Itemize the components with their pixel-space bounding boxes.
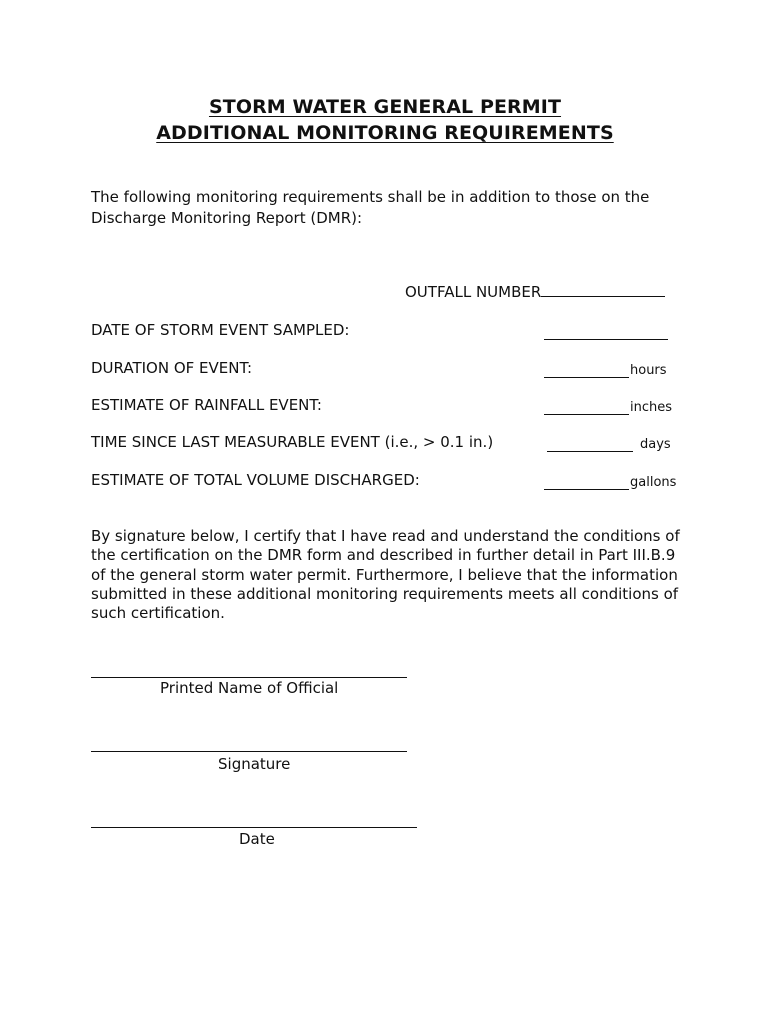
- date-line[interactable]: [91, 827, 417, 828]
- field-input-rainfall[interactable]: [544, 398, 629, 415]
- field-label-time-since-last: TIME SINCE LAST MEASURABLE EVENT (i.e., > 0.1 in.): [91, 433, 494, 451]
- field-label-total-volume: ESTIMATE OF TOTAL VOLUME DISCHARGED:: [91, 471, 420, 489]
- field-input-total-volume[interactable]: [544, 473, 629, 490]
- field-input-duration[interactable]: [544, 361, 629, 378]
- field-unit-days: days: [640, 437, 671, 452]
- field-row-total-volume: [91, 471, 691, 493]
- document-title-line-2: ADDITIONAL MONITORING REQUIREMENTS: [156, 122, 614, 144]
- field-input-time-since-last[interactable]: [547, 435, 633, 452]
- field-unit-gallons: gallons: [630, 475, 677, 490]
- certification-paragraph: By signature below, I certify that I have read and understand the conditions of the certification on the DMR form and described in further detail in Part III.B.9 of the general storm water permit. Furthermore, I believe that the information submitted in these additional monitoring requirements meets all conditions of such certification.: [91, 527, 680, 623]
- printed-name-label: Printed Name of Official: [160, 679, 339, 697]
- field-label-duration: DURATION OF EVENT:: [91, 359, 253, 377]
- outfall-number-row: [405, 282, 665, 301]
- field-unit-inches: inches: [630, 400, 673, 415]
- date-label: Date: [239, 830, 275, 848]
- outfall-number-label: OUTFALL NUMBER: [405, 283, 542, 301]
- field-row-duration: [91, 359, 691, 381]
- field-row-time-since-last: [91, 433, 691, 455]
- signature-line[interactable]: [91, 751, 407, 752]
- field-input-date-sampled[interactable]: [544, 323, 668, 340]
- field-label-date-sampled: DATE OF STORM EVENT SAMPLED:: [91, 321, 350, 339]
- signature-label: Signature: [218, 755, 291, 773]
- field-row-date-sampled: [91, 321, 691, 343]
- field-row-rainfall: [91, 396, 691, 418]
- outfall-number-field[interactable]: [541, 282, 665, 297]
- printed-name-line[interactable]: [91, 677, 407, 678]
- document-title-line-1: STORM WATER GENERAL PERMIT: [208, 96, 562, 118]
- intro-paragraph: The following monitoring requirements shall be in addition to those on the Discharge Monitoring Report (DMR):: [91, 188, 650, 227]
- field-label-rainfall: ESTIMATE OF RAINFALL EVENT:: [91, 396, 322, 414]
- field-unit-hours: hours: [630, 363, 667, 378]
